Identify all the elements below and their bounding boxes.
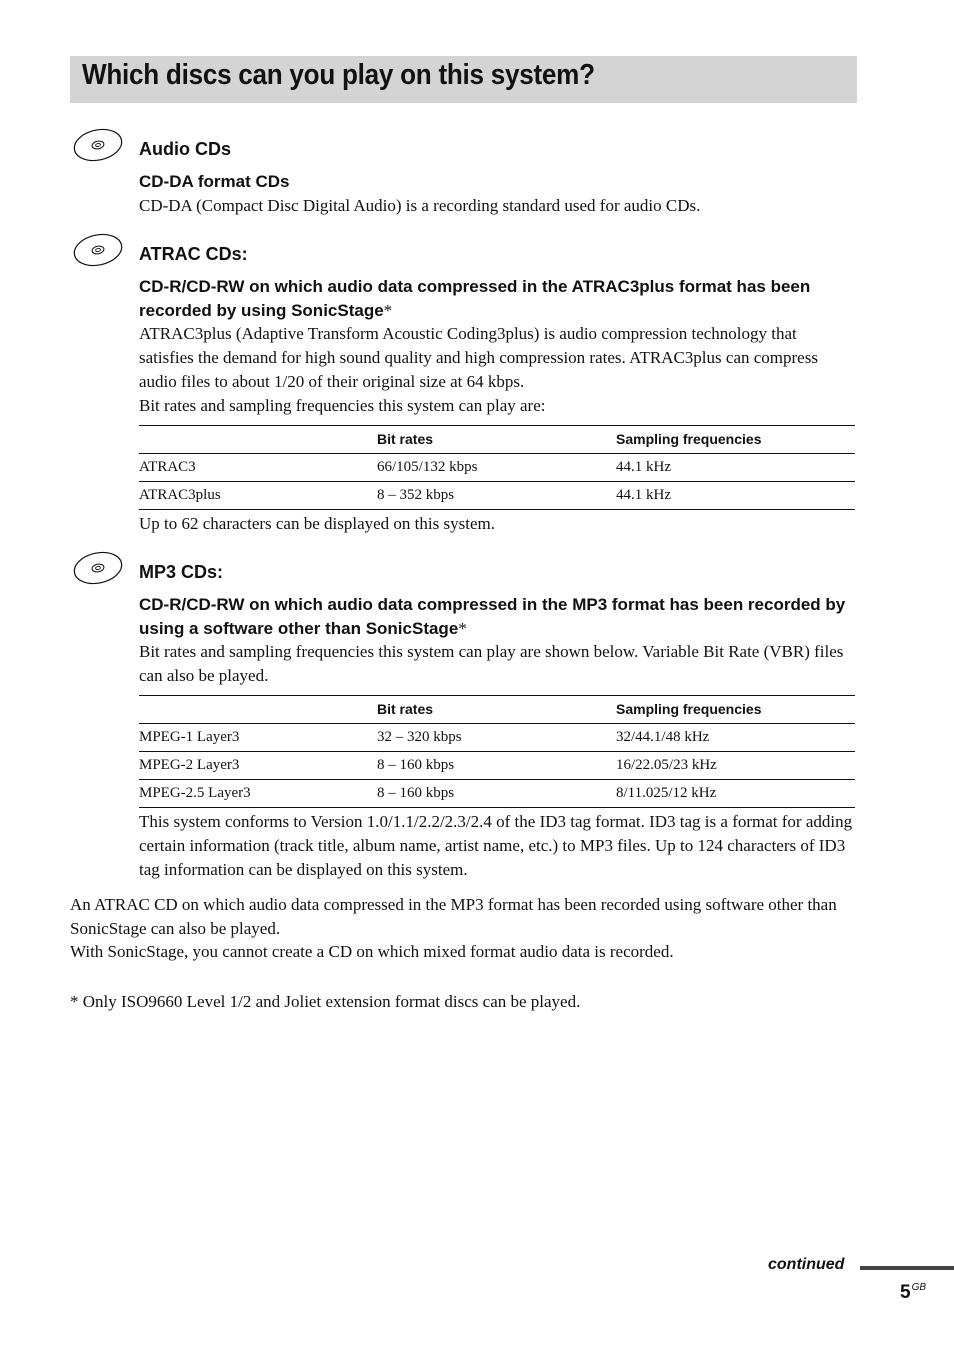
note-id3-tag: This system conforms to Version 1.0/1.1/2.2/2.3/2.4 of the ID3 tag format. ID3 tag is a format for adding certain information (track title, album name, artist name, etc.) to MP3 files. Up to 124 characters of ID3 tag information can be displayed on this system. [139, 812, 853, 879]
table-cell: 32/44.1/48 kHz [616, 729, 710, 745]
note-atrac-characters: Up to 62 characters can be displayed on this system. [139, 514, 495, 533]
atrac-table [139, 425, 855, 510]
table-cell: ATRAC3 [139, 459, 196, 475]
table-row [139, 723, 855, 751]
cd-disc-icon [72, 232, 124, 272]
table-header-row [139, 696, 855, 723]
table-header-cell: Bit rates [377, 701, 434, 717]
body-cd-da: CD-DA (Compact Disc Digital Audio) is a recording standard used for audio CDs. [139, 196, 701, 215]
table-cell: MPEG-2.5 Layer3 [139, 785, 251, 801]
table-cell: MPEG-2 Layer3 [139, 757, 240, 773]
subheading-mp3 [139, 593, 855, 641]
table-cell: ATRAC3plus [139, 487, 221, 503]
section-heading-mp3-cds: MP3 CDs: [139, 562, 224, 582]
table-cell: 44.1 kHz [616, 487, 671, 503]
continued-rule [860, 1266, 954, 1270]
table-cell: 44.1 kHz [616, 459, 671, 475]
page-number [900, 1282, 926, 1304]
cd-disc-icon [72, 127, 124, 167]
section-heading-audio-cds: Audio CDs [139, 139, 231, 159]
table-cell: 8 – 160 kbps [377, 785, 455, 801]
table-header-cell: Bit rates [377, 431, 434, 447]
section-heading-atrac-cds: ATRAC CDs: [139, 244, 248, 264]
body-mp3-bitrates-intro: Bit rates and sampling frequencies this system can play are shown below. Variable Bit Rate (VBR) files can also be played. [139, 642, 844, 685]
table-cell: MPEG-1 Layer3 [139, 729, 240, 745]
table-cell: 8 – 352 kbps [377, 487, 455, 503]
closing-paragraph-mixed-format: With SonicStage, you cannot create a CD on which mixed format audio data is recorded. [70, 942, 674, 961]
table-cell: 66/105/132 kbps [377, 459, 478, 475]
table-row [139, 751, 855, 779]
body-atrac-bitrates-intro: Bit rates and sampling frequencies this system can play are: [139, 396, 546, 415]
table-header-row [139, 426, 855, 453]
table-cell: 8 – 160 kbps [377, 757, 455, 773]
continued-label: continued [768, 1256, 845, 1273]
page-number-value: 5 [900, 1282, 911, 1303]
table-header-cell: Sampling frequencies [616, 431, 762, 447]
footnote-mark: * [458, 619, 467, 638]
closing-paragraph-atrac-mp3: An ATRAC CD on which audio data compressed in the MP3 format has been recorded using software other than SonicStage can also be played. [70, 895, 837, 938]
subheading-atrac [139, 275, 855, 323]
page-title: Which discs can you play on this system? [82, 59, 595, 91]
table-cell: 16/22.05/23 kHz [616, 757, 717, 773]
table-row [139, 779, 855, 807]
mp3-table [139, 695, 855, 808]
table-row [139, 481, 855, 509]
body-atrac-description: ATRAC3plus (Adaptive Transform Acoustic Coding3plus) is audio compression technology that satisfies the demand for high sound quality and high compression rates. ATRAC3plus can compress audio files to about 1/20 of their original size at 64 kbps. [139, 324, 818, 391]
table-cell: 32 – 320 kbps [377, 729, 462, 745]
subheading-atrac-text: CD-R/CD-RW on which audio data compressed in the ATRAC3plus format has been recorded by using SonicStage [139, 277, 811, 320]
subheading-cd-da: CD-DA format CDs [139, 172, 290, 191]
footnote: * Only ISO9660 Level 1/2 and Joliet extension format discs can be played. [70, 992, 581, 1011]
table-header-cell: Sampling frequencies [616, 701, 762, 717]
cd-disc-icon [72, 550, 124, 590]
footnote-mark: * [383, 301, 393, 320]
table-cell: 8/11.025/12 kHz [616, 785, 717, 801]
subheading-mp3-text: CD-R/CD-RW on which audio data compressed in the MP3 format has been recorded by using a software other than SonicStage [139, 595, 846, 638]
table-row [139, 453, 855, 481]
page-number-suffix: GB [911, 1282, 927, 1293]
